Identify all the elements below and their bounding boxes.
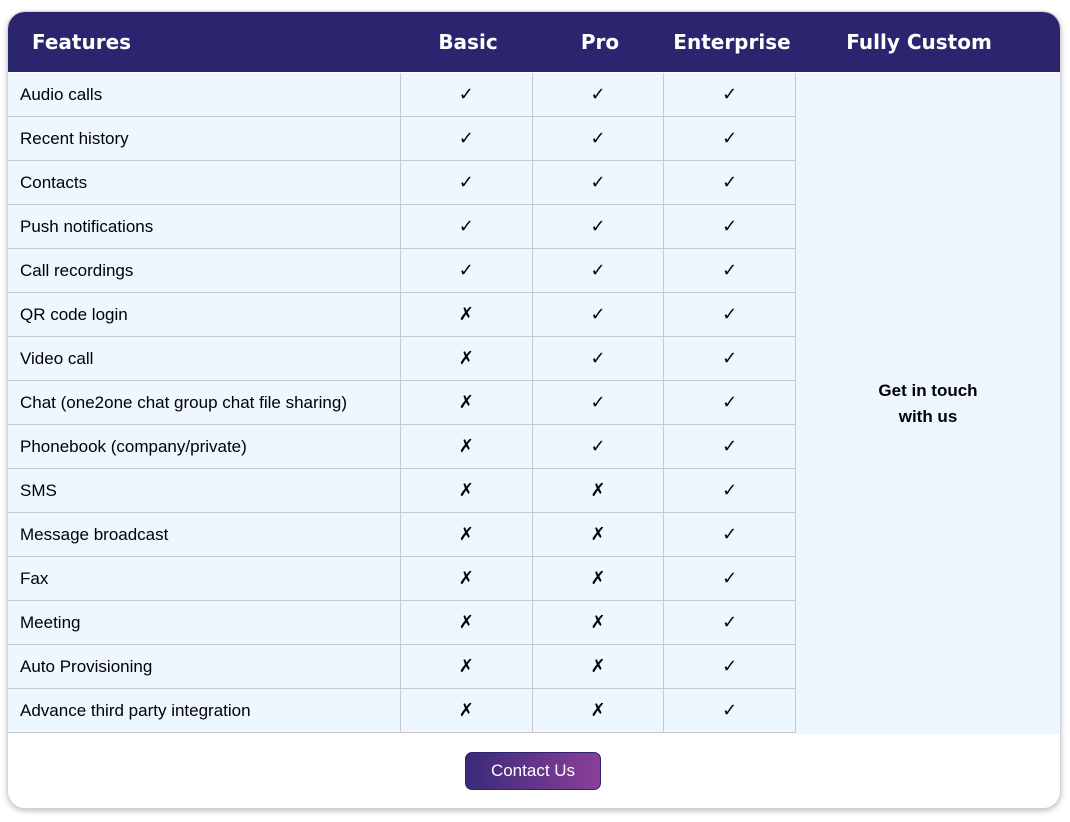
pro-mark: ✓ <box>533 425 665 469</box>
enterprise-mark: ✓ <box>664 337 796 381</box>
pro-mark: ✓ <box>533 73 665 117</box>
basic-mark: ✗ <box>401 601 533 645</box>
table-row <box>8 469 796 513</box>
table-row <box>8 117 796 161</box>
basic-mark: ✓ <box>401 161 533 205</box>
header-basic: Basic <box>438 30 498 54</box>
enterprise-mark: ✓ <box>664 601 796 645</box>
pricing-table-card <box>7 11 1061 809</box>
feature-label: Call recordings <box>8 249 401 293</box>
feature-label: Message broadcast <box>8 513 401 557</box>
feature-label: Meeting <box>8 601 401 645</box>
table-row <box>8 161 796 205</box>
feature-label: QR code login <box>8 293 401 337</box>
get-in-touch-line-2: with us <box>898 406 958 426</box>
pro-mark: ✗ <box>533 645 665 689</box>
feature-label: Fax <box>8 557 401 601</box>
feature-label: Recent history <box>8 117 401 161</box>
table-row <box>8 381 796 425</box>
basic-mark: ✗ <box>401 557 533 601</box>
feature-label: Auto Provisioning <box>8 645 401 689</box>
fully-custom-cell <box>796 73 1060 734</box>
basic-mark: ✓ <box>401 73 533 117</box>
enterprise-mark: ✓ <box>664 469 796 513</box>
table-row <box>8 249 796 293</box>
table-row <box>8 205 796 249</box>
table-header <box>8 12 1060 72</box>
enterprise-mark: ✓ <box>664 161 796 205</box>
basic-mark: ✗ <box>401 513 533 557</box>
pro-mark: ✗ <box>533 513 665 557</box>
table-row <box>8 689 796 733</box>
basic-mark: ✓ <box>401 205 533 249</box>
pro-mark: ✗ <box>533 689 665 733</box>
table-row <box>8 513 796 557</box>
basic-mark: ✗ <box>401 469 533 513</box>
pro-mark: ✓ <box>533 337 665 381</box>
table-row <box>8 601 796 645</box>
header-pro: Pro <box>580 30 620 54</box>
pro-mark: ✗ <box>533 469 665 513</box>
table-row <box>8 425 796 469</box>
enterprise-mark: ✓ <box>664 513 796 557</box>
feature-label: SMS <box>8 469 401 513</box>
table-row <box>8 557 796 601</box>
get-in-touch-text <box>858 378 998 430</box>
basic-mark: ✗ <box>401 645 533 689</box>
table-row <box>8 293 796 337</box>
header-enterprise: Enterprise <box>673 30 791 54</box>
table-row <box>8 337 796 381</box>
pro-mark: ✓ <box>533 205 665 249</box>
contact-us-button[interactable]: Contact Us <box>465 752 601 790</box>
enterprise-mark: ✓ <box>664 205 796 249</box>
enterprise-mark: ✓ <box>664 689 796 733</box>
enterprise-mark: ✓ <box>664 249 796 293</box>
enterprise-mark: ✓ <box>664 381 796 425</box>
table-body <box>8 73 796 733</box>
feature-label: Advance third party integration <box>8 689 401 733</box>
pro-mark: ✓ <box>533 381 665 425</box>
feature-label: Video call <box>8 337 401 381</box>
basic-mark: ✗ <box>401 337 533 381</box>
pro-mark: ✓ <box>533 249 665 293</box>
enterprise-mark: ✓ <box>664 425 796 469</box>
table-row <box>8 645 796 689</box>
table-row <box>8 73 796 117</box>
pro-mark: ✓ <box>533 293 665 337</box>
feature-label: Phonebook (company/private) <box>8 425 401 469</box>
pro-mark: ✓ <box>533 117 665 161</box>
feature-label: Contacts <box>8 161 401 205</box>
basic-mark: ✗ <box>401 381 533 425</box>
basic-mark: ✗ <box>401 293 533 337</box>
feature-label: Chat (one2one chat group chat file sharing) <box>8 381 401 425</box>
get-in-touch-line-1: Get in touch <box>878 380 978 400</box>
basic-mark: ✓ <box>401 249 533 293</box>
header-fully-custom: Fully Custom <box>846 30 992 54</box>
feature-label: Audio calls <box>8 73 401 117</box>
pro-mark: ✗ <box>533 601 665 645</box>
basic-mark: ✓ <box>401 117 533 161</box>
feature-label: Push notifications <box>8 205 401 249</box>
enterprise-mark: ✓ <box>664 73 796 117</box>
enterprise-mark: ✓ <box>664 117 796 161</box>
basic-mark: ✗ <box>401 425 533 469</box>
pro-mark: ✓ <box>533 161 665 205</box>
basic-mark: ✗ <box>401 689 533 733</box>
pro-mark: ✗ <box>533 557 665 601</box>
enterprise-mark: ✓ <box>664 293 796 337</box>
enterprise-mark: ✓ <box>664 645 796 689</box>
table-footer <box>8 734 1060 808</box>
enterprise-mark: ✓ <box>664 557 796 601</box>
header-features: Features <box>32 30 132 54</box>
